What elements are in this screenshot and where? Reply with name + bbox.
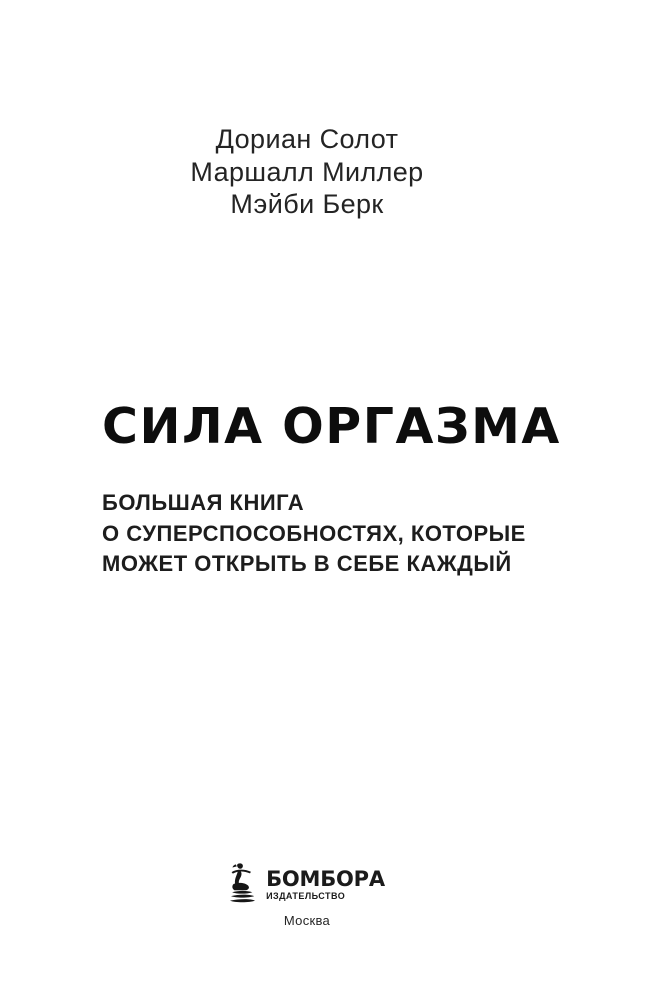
publisher-logo xyxy=(229,863,385,906)
author-name: Дориан Солот xyxy=(215,124,399,154)
surfer-on-wave-icon xyxy=(229,863,256,906)
subtitle-line: БОЛЬШАЯ КНИГА xyxy=(102,490,305,515)
author-name: Маршалл Миллер xyxy=(190,156,424,187)
book-title: СИЛА ОРГАЗМА xyxy=(102,398,561,455)
author-name: Мэйби Берк xyxy=(230,189,384,219)
content-column xyxy=(102,0,561,1000)
publisher-name: БОМБОРА xyxy=(266,867,385,891)
subtitle-line: О СУПЕРСПОСОБНОСТЯХ, КОТОРЫЕ xyxy=(102,520,526,546)
publisher-tagline: ИЗДАТЕЛЬСТВО xyxy=(266,891,346,901)
publisher-city: Москва xyxy=(283,913,331,928)
book-subtitle xyxy=(102,488,526,580)
authors-block xyxy=(102,123,512,221)
subtitle-line: МОЖЕТ ОТКРЫТЬ В СЕБЕ КАЖДЫЙ xyxy=(102,551,512,576)
publisher-block xyxy=(102,863,512,928)
publisher-logo-text xyxy=(266,868,385,901)
